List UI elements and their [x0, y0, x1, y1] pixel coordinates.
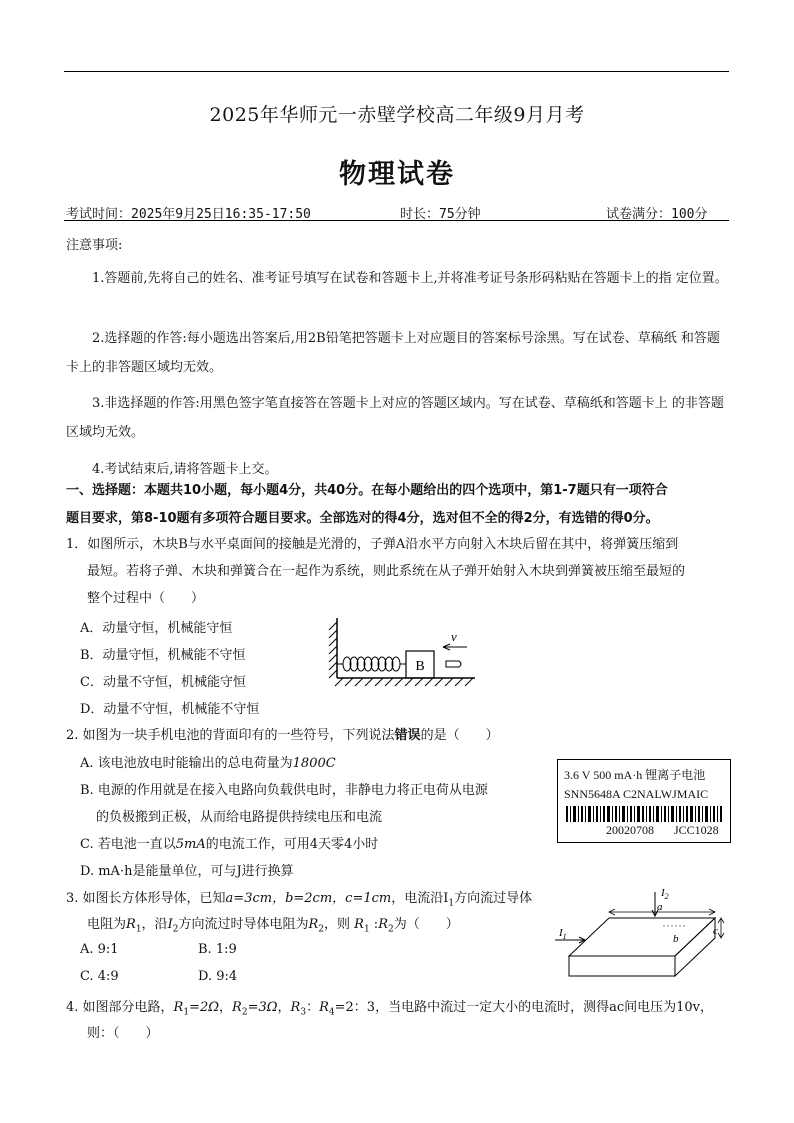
- battery-model: SNN5648A C2NALWJMAIC: [564, 787, 709, 801]
- q3-option-a: A. 9:1: [80, 942, 119, 957]
- q2-stem: 2. 如图为一块手机电池的背面印有的一些符号，下列说法错误的是（ ）: [66, 728, 499, 743]
- barcode-icon: [566, 806, 722, 822]
- exam-title: 2025年华师元一赤壁学校高二年级9月月考: [209, 104, 585, 126]
- battery-code-2: JCC1028: [674, 823, 719, 837]
- top-rule: [64, 71, 729, 72]
- notice-item-2: [66, 324, 728, 382]
- q3-option-d: D. 9:4: [198, 969, 238, 984]
- section1-header-line1: 一、选择题：本题共10小题，每小题4分，共40分。在每小题给出的四个选项中，第1-7题只有一项符合: [66, 483, 668, 498]
- q2-option-c: C. 若电池一直以5mA的电流工作，可用4天零4小时: [80, 837, 379, 852]
- q1-option-c: C．动量不守恒，机械能守恒: [80, 675, 246, 690]
- q4-line1: 4. 如图部分电路，$R_1=2\Omega$，$R_2=3\Omega$，$R_3$：$R_4=2$：3，当电路中流过一定大小的电流时，测得ac间电压为10v，: [66, 1000, 713, 1018]
- q1-line1: 1．如图所示，木块B与水平桌面间的接触是光滑的，子弹A沿水平方向射入木块后留在其中，将弹簧压缩到: [66, 537, 679, 552]
- q3-line2: 电阻为$R_1$，沿$I_2$方向流过时导体电阻为$R_2$，则 $R_1$ $:R_2$为（ ）: [87, 917, 459, 935]
- notice-item-3: [66, 389, 728, 447]
- q1-spring-block-figure: [325, 612, 485, 692]
- q3-option-c: C. 4:9: [80, 969, 119, 984]
- q1-line3: 整个过程中（ ）: [87, 591, 205, 606]
- q2-option-a: A. 该电池放电时能输出的总电荷量为1800C: [80, 756, 336, 771]
- i2-label: $I_2$: [661, 887, 669, 901]
- notice-item-4: [66, 455, 728, 484]
- b-label: b: [673, 933, 679, 945]
- notice-heading: 注意事项:: [66, 238, 123, 253]
- section1-header-line2: 题目要求，第8-10题有多项符合题目要求。全部选对的得4分，选对但不全的得2分，有选错的得0分。: [66, 511, 659, 526]
- battery-label-figure: [557, 759, 731, 843]
- battery-code-1: 20020708: [606, 823, 654, 837]
- q1-option-a: A．动量守恒，机械能守恒: [80, 621, 233, 636]
- q2-emphasis: 错误: [394, 728, 421, 743]
- q3-line1: 3. 如图长方体形导体，已知a=3cm，b=2cm，c=1cm，电流沿$I_1$方向流过导体: [66, 891, 533, 909]
- notice-item-text: 3.非选择题的作答:用黑色签字笔直接答在答题卡上对应的答题区域内。写在试卷、草稿纸和答题卡上 的非答题区域均无效。: [66, 396, 724, 440]
- q4-line2: 则：（ ）: [87, 1026, 159, 1041]
- q1-option-d: D．动量不守恒，机械能不守恒: [80, 702, 260, 717]
- velocity-label: v: [451, 629, 457, 644]
- notice-item-text: 2.选择题的作答:每小题选出答案后,用2B铅笔把答题卡上对应题目的答案标号涂黑。写在试卷、草稿纸 和答题卡上的非答题区域均无效。: [66, 331, 720, 375]
- subject-title: 物理试卷: [339, 159, 455, 190]
- notice-item-text: 4.考试结束后,请将答题卡上交。: [92, 462, 278, 477]
- q3-cuboid-figure: [555, 880, 735, 980]
- exam-time: 考试时间：2025年9月25日16:35-17:50: [66, 207, 311, 222]
- a-label: a: [657, 901, 663, 913]
- q2-option-b-line2: 的负极搬到正极，从而给电路提供持续电压和电流: [96, 810, 383, 825]
- c-label: c: [713, 925, 718, 937]
- q1-line2: 最短。若将子弹、木块和弹簧合在一起作为系统，则此系统在从子弹开始射入木块到弹簧被压缩至最短的: [87, 564, 686, 579]
- battery-spec: 3.6 V 500 mA·h 锂离子电池: [564, 768, 706, 782]
- block-b-label: B: [415, 659, 425, 674]
- q2-option-d: D. mA·h是能量单位，可与J进行换算: [80, 864, 294, 879]
- q3-option-b: B. 1:9: [198, 942, 237, 957]
- q2-option-b-line1: B. 电源的作用就是在接入电路向负载供电时，非静电力将正电荷从电源: [80, 783, 488, 798]
- full-score: 试卷满分：100分: [606, 207, 708, 222]
- notice-item-1: [66, 264, 728, 293]
- i1-label: $I_1$: [559, 927, 567, 941]
- notice-item-text: 1.答题前,先将自己的姓名、准考证号填写在试卷和答题卡上,并将准考证号条形码粘贴在答题卡上的指 定位置。: [92, 271, 728, 286]
- info-underline: [64, 220, 729, 221]
- q1-option-b: B．动量守恒，机械能不守恒: [80, 648, 246, 663]
- exam-duration: 时长：75分钟: [400, 207, 481, 222]
